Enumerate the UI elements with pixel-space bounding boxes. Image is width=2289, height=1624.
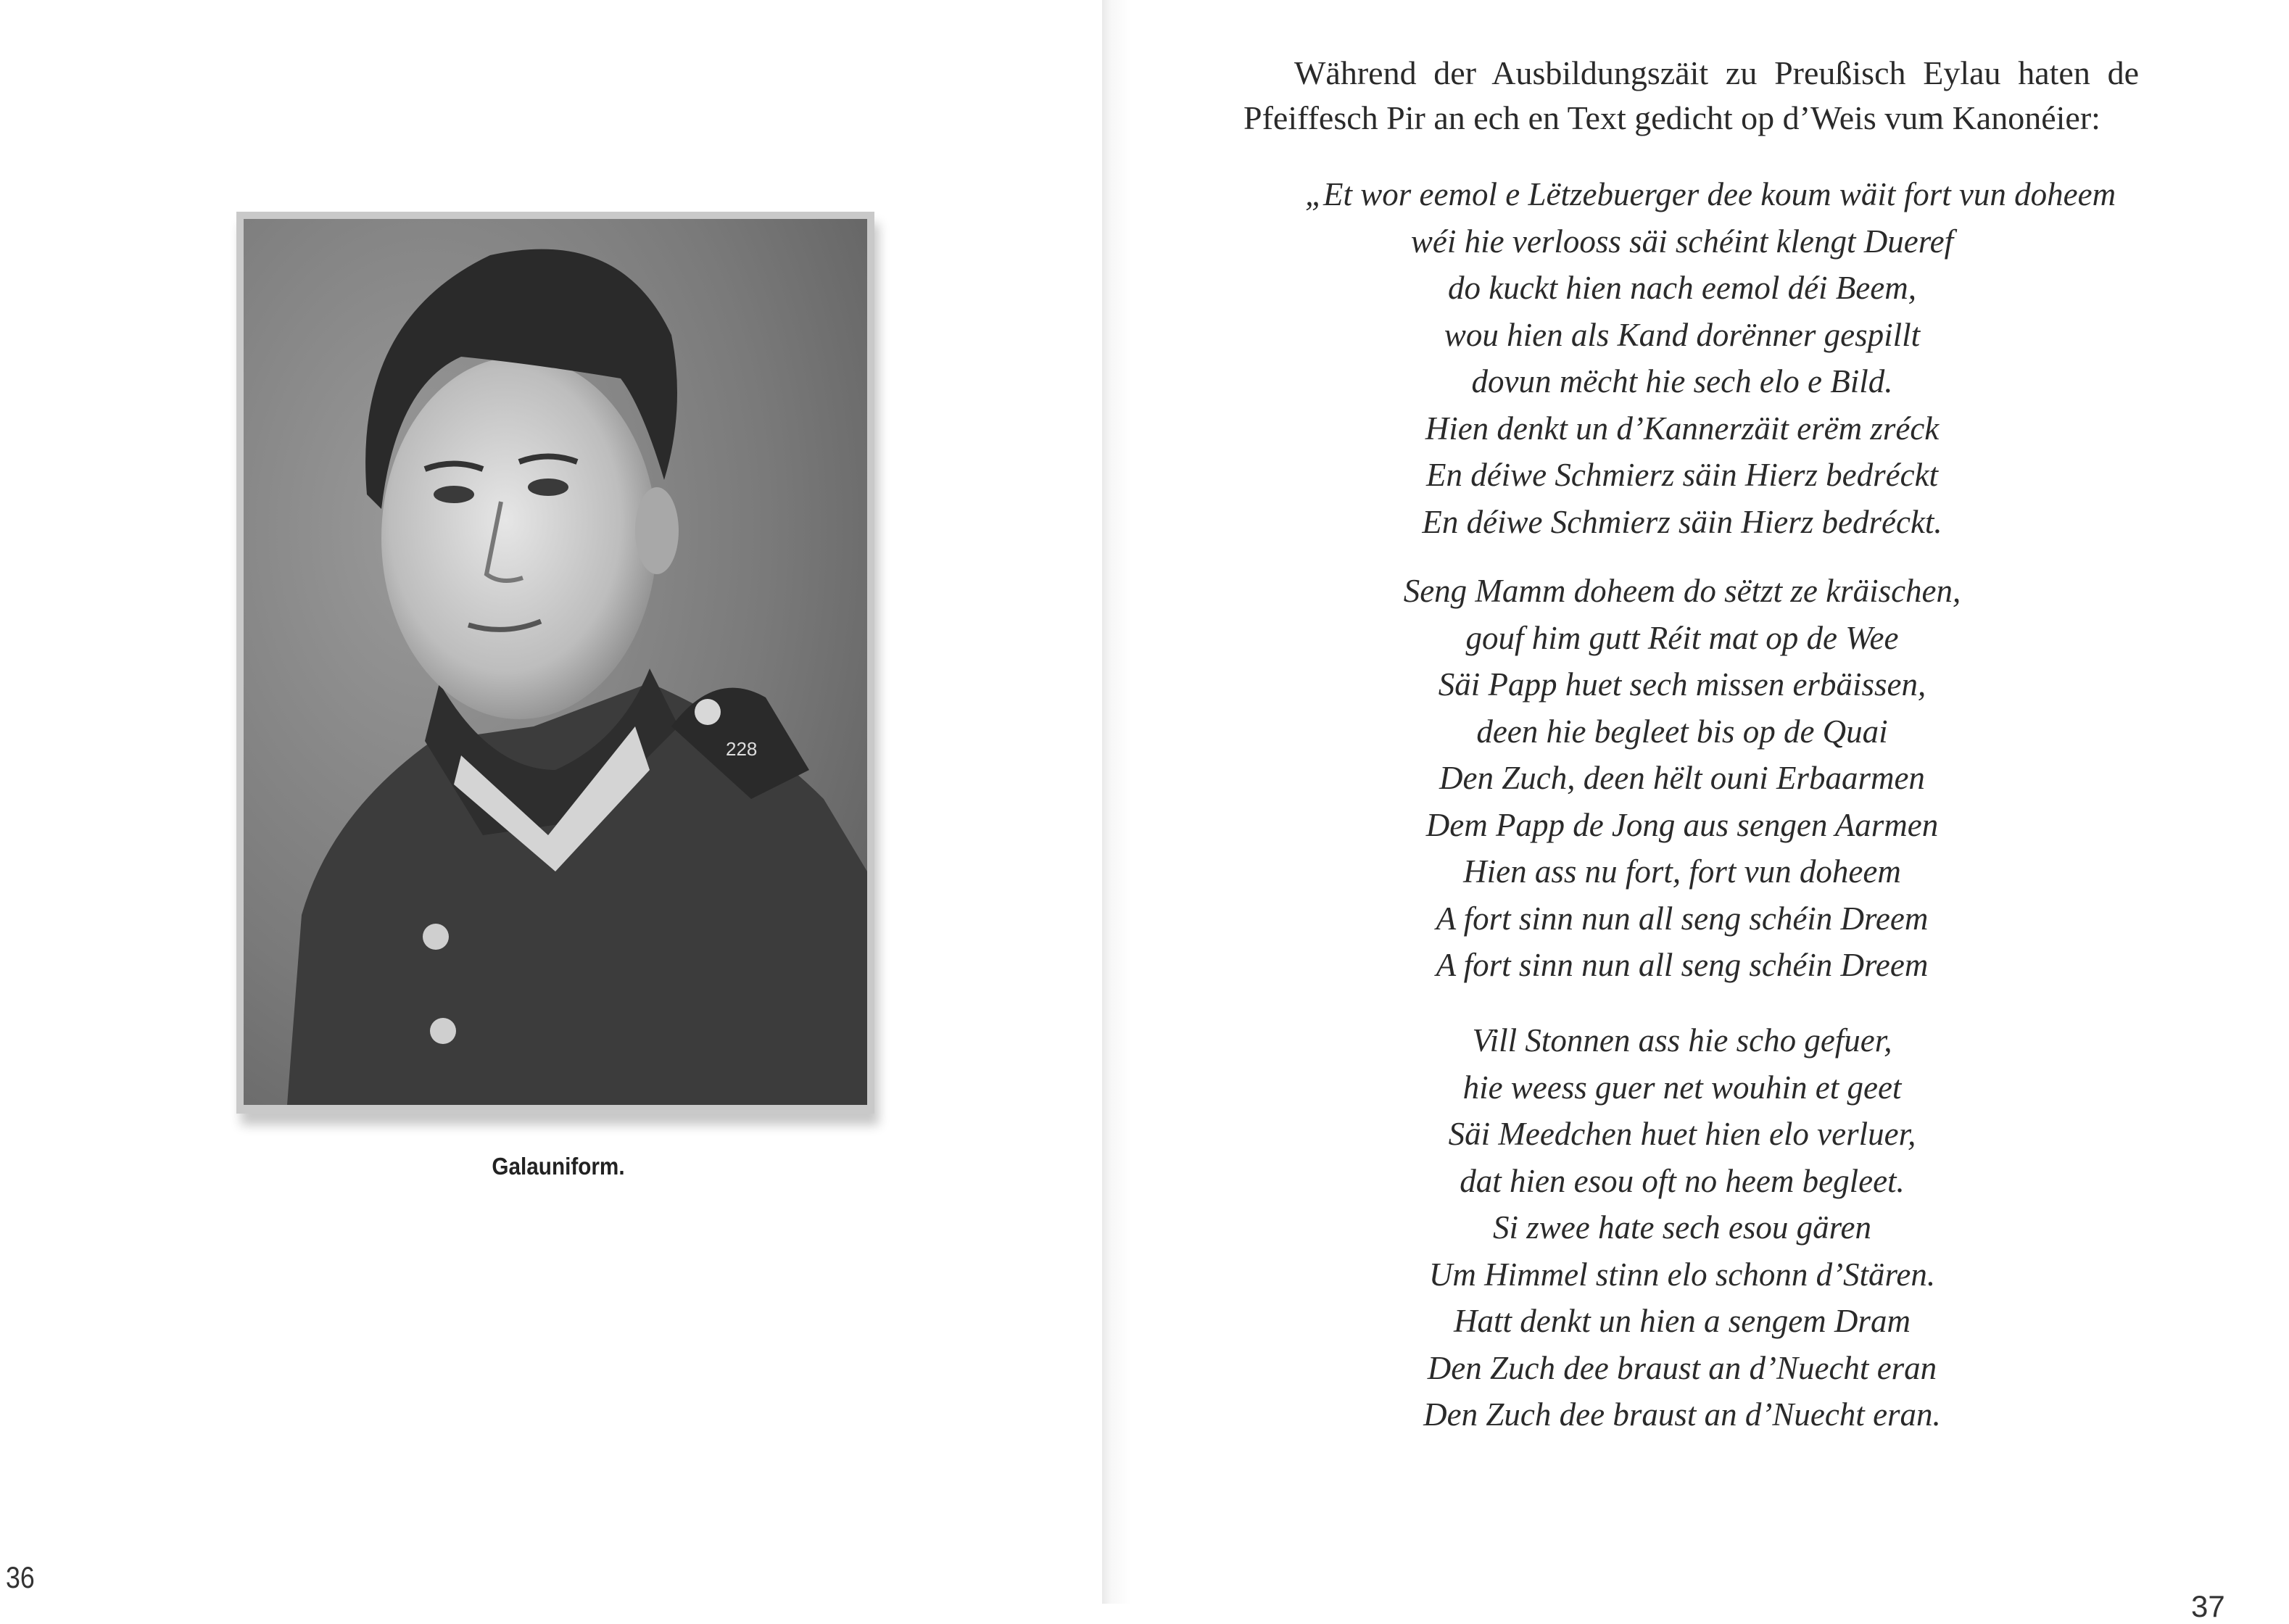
poem-line: Vill Stonnen ass hie scho gefuer, xyxy=(1472,1022,1892,1058)
poem-line: Den Zuch, deen hëlt ouni Erbaarmen xyxy=(1439,760,1925,796)
page-number-right: 37 xyxy=(2191,1589,2225,1623)
intro-paragraph xyxy=(1243,51,2139,141)
svg-text:228: 228 xyxy=(726,738,758,760)
poem-line: hie weess guer net wouhin et geet xyxy=(1462,1069,1902,1106)
poem-stanza-1 xyxy=(1305,171,2116,545)
poem-stanza-2 xyxy=(1320,568,2045,989)
poem-line: Um Himmel stinn elo schonn d’Stären. xyxy=(1428,1256,1936,1293)
page-number-left: 36 xyxy=(6,1560,35,1594)
poem-line: deen hie begleet bis op de Quai xyxy=(1476,713,1888,750)
poem-line: En déiwe Schmierz säin Hierz bedréckt xyxy=(1425,457,1939,493)
poem-line: Den Zuch dee braust an d’Nuecht eran xyxy=(1427,1349,1937,1386)
poem-line: Si zwee hate sech esou gären xyxy=(1493,1209,1871,1246)
intro-line: Pfeiffesch Pir an ech en Text gedicht op d’Weis vum Kanonéier: xyxy=(1243,99,2100,136)
poem-line: do kuckt hien nach eemol déi Beem, xyxy=(1448,270,1916,306)
poem-line: wou hien als Kand dorënner gespillt xyxy=(1444,316,1921,353)
photo-caption: Galauniform. xyxy=(492,1153,625,1180)
poem-line: Den Zuch dee braust an d’Nuecht eran. xyxy=(1423,1396,1941,1433)
poem-line: Dem Papp de Jong aus sengen Aarmen xyxy=(1425,806,1939,843)
poem-line: A fort sinn nun all seng schéin Dreem xyxy=(1436,947,1929,983)
intro-line: Während der Ausbildungszäit zu Preußisch Eylau haten de xyxy=(1294,54,2139,91)
poem-line: wéi hie verlooss säi schéint klengt Dueref xyxy=(1410,223,1954,260)
poem-line: A fort sinn nun all seng schéin Dreem xyxy=(1436,900,1929,937)
poem-line: Hien ass nu fort, fort vun doheem xyxy=(1463,853,1901,890)
poem-line: Säi Meedchen huet hien elo verluer, xyxy=(1448,1116,1916,1152)
poem-line: Säi Papp huet sech missen erbäissen, xyxy=(1438,666,1926,703)
left-page xyxy=(0,0,1102,1604)
poem-line: Hatt denkt un hien a sengem Dram xyxy=(1454,1303,1911,1339)
poem-stanza-3 xyxy=(1320,1017,2045,1438)
poem-line: gouf him gutt Réit mat op de Wee xyxy=(1465,619,1899,656)
poem-line: Hien denkt un d’Kannerzäit erëm zréck xyxy=(1425,410,1940,447)
poem-line: dat hien esou oft no heem begleet. xyxy=(1460,1162,1905,1199)
poem-line: En déiwe Schmierz säin Hierz bedréckt. xyxy=(1422,503,1942,540)
portrait-image xyxy=(244,219,867,1105)
portrait-photo xyxy=(236,212,874,1114)
poem-line: Seng Mamm doheem do sëtzt ze kräischen, xyxy=(1403,573,1961,609)
right-page xyxy=(1102,0,2289,1623)
poem-line: „Et wor eemol e Lëtzebuerger dee koum wäit fort vun doheem xyxy=(1305,176,2116,212)
poem-line: dovun mëcht hie sech elo e Bild. xyxy=(1471,363,1893,399)
